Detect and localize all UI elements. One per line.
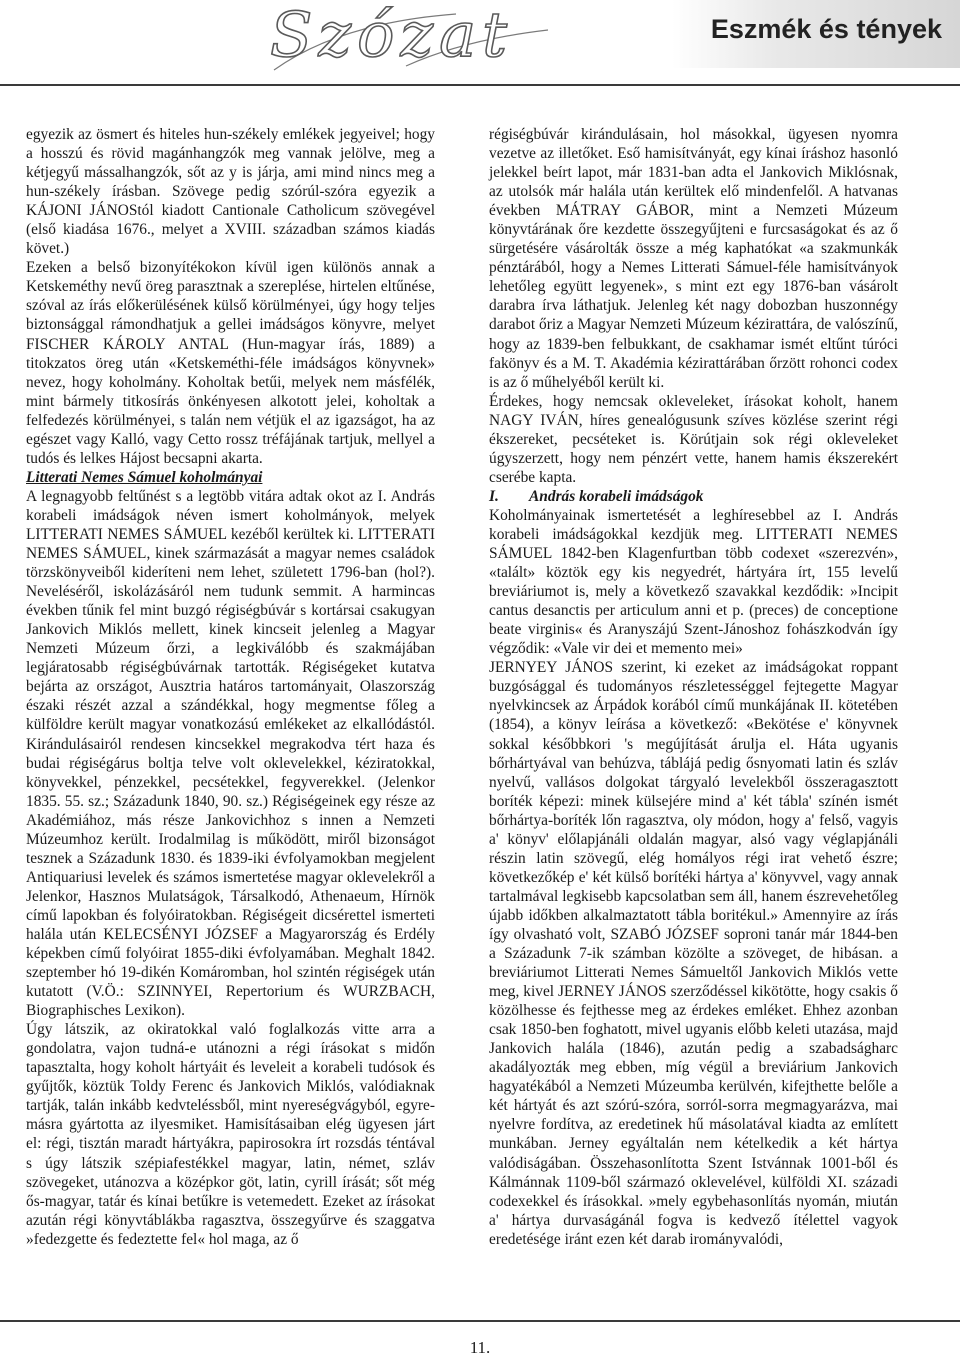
- section-title: Eszmék és tények: [710, 14, 942, 44]
- szozat-logo-mark: [256, 0, 556, 78]
- paragraph: Úgy látszik, az okiratokkal való foglalkozás vitte arra a gondolatra, vajon tudná-e utánozni a régi írásokat s midőn tapasztalta, hogy koholt hártyáit és leveleit a korabeli tudósok és gyűjtők, köztük Toldy Ferenc és Jankovich Miklós, valódiaknak tartják, talán inkább kedvteléssből, mint nyereségvágyból, egyre-másra gyártotta az ilyesmiket. Hamisításaiban elég ügyesen járt el: régi, tisztán maradt hártyákra, papirosokra írt rozsdás téntával s úgy látszik szépiafestékkel magyar, latin, német, szláv szövegeket, utánozva a középkor göt, latin, cyrill írását; sőt még ős-magyar, tatár és kínai betűkre is vetemedett. Ezeket az írásokat azután régi könyvtáblákba ragasztva, összegyűrve és szaggatva »fedezgette és fedeztette fel« hol maga, az ő: [26, 1021, 435, 1248]
- paragraph: Koholmányainak ismertetését a leghíresebbel az I. András korabeli imádságokkal kezdjük meg. LITTERATI NEMES SÁMUEL 1842-ben Klagenfurtban több codexet «szerezvén», «talált» köztök egy kis negyedrét, hártyára írt, 155 levelű breviáriumot is, mely a következő szavakkal kezdődik: »Incipit cantus desanctis per articulum anni et p. (preces) de conceptione beate virginis« és Aranyszájú Szent-Jánoshoz fohászkodván így végződik: «Vale vir dei et memento mei»: [489, 506, 898, 658]
- section-heading: I. András korabeli imádságok: [489, 487, 704, 505]
- szozat-logo: [256, 0, 556, 78]
- paragraph: egyezik az ösmert és hiteles hun-székely emlékek jegyeivel; hogy a hosszú és rövid magánhangzók meg vannak jelölve, meg a kétjegyű mássalhangzók, sőt az y is járja, ami mind nincs meg a hun-székely írásban. Szövege pedig szórúl-szóra egyezik a KÁJONI JÁNOStól kiadott Cantionale Catholicum szövegével (első kiadása 1676., melyet a XVIII. században számos kiadás követ.): [26, 126, 435, 258]
- header-rule: [0, 84, 960, 86]
- left-column: [26, 125, 435, 1249]
- section-banner: [672, 0, 960, 68]
- paragraph: Érdekes, hogy nemcsak okleveleket, írásokat koholt, hanem NAGY IVÁN, híres genealógusunk szíves közlése szerint régi ékszereket, pecséteket is. Körútjain sok régi okleveleket úgyszerzett, hogy nem pénzért vette, hanem hamis ékszerekért cserébe kapta.: [489, 392, 898, 486]
- page-number: 11.: [469, 1338, 491, 1357]
- paragraph: JERNYEY JÁNOS szerint, ki ezeket az imádságokat roppant buzgósággal és tudományos részletességgel fejtegette Magyar nyelvkincsek az Árpádok korából című munkájának II. kötetében (1854), a könyv leírása a következő: «Bekötése e' könyvnek sokkal későbbkori 's megújítását árulja el. Háta ugyanis bőrhártyával van behúzva, táblájá pedig ősnyomati latin és szláv nyelvű, vallásos dolgokat tárgyaló levelekből összeragasztott boríték képezi: minek külsejére mind a' két tábla' színén ismét bőrhártya-boríték lőn ragasztva, oly módon, hogy a' felső, vagyis a' könyv' előlapjánáli oldalán magyar, alsó vagy véglapjánáli részin latin szövegű, elég homályos régi irat vehető észre; következőkép e' két külső borítéki hártya a' könyvvel, vagy annak tartalmával legkisebb kapcsolatban sem áll, hanem észrevehetőleg újabb időkben alkalmaztatott tábla boritékul.» Amennyire az írás így olvasható volt, SZABÓ JÓZSEF soproni tanár már 1844-ben a Századunk 7-ik számban közölte a szöveget, de hibásan. a breviáriumot Litterati Nemes Sámueltől Jankovich Miklós vette meg, kivel JERNEY JÁNOS szerződéssel kikötötte, hogy csakis ő közölhesse és fejthesse meg az érdekes emléket. Ehhez azonban csak 1850-ben foghatott, mivel ugyanis előbb keleti utazása, majd Jankovich halála (1846), azután pedig a szabadságharc akadályozták meg ebben, míg végül a breviárium Jankovich hagyatékából a Nemzeti Múzeumba kerülvén, kifejthette belőle a két hártyát és azt szórú-szóra, sorról-sorra megmagyarázva, mai nyelvre fordítva, az eredetinek hű másolatával kiadta az említett munkában. Jerney egyáltalán nem kételkedik a két hártya valódiságában. Összehasonlította Szent Istvánnak 1001-ből és Kálmánnak 1109-ből származó oklevelével, külföldi XI. századi codexekkel és írásokkal. »mely egybehasonlítás nyomán, miután a' hártya durvaságánál fogva is kedvező ítélettel vagyok eredetésége iránt ezen két darab irományvalódi,: [489, 659, 898, 1248]
- footer-rule: [0, 1320, 960, 1322]
- section-heading: Litterati Nemes Sámuel koholmányai: [26, 468, 263, 486]
- logo-text: Szózat: [270, 0, 514, 71]
- paragraph: régiségbúvár kirándulásain, hol másokkal, ügyesen nyomra vezetve az illetőket. Eső hamisítványát, egy kínai íráshoz hasonló jelekkel beírt lapot, már 1831-ban adta el Jankovich Miklósnak, az utolsók már halála után kerültek elő mindenfelől. A hatvanas években MÁTRAY GÁBOR, mint a Nemzeti Múzeum könyvtárának őre kezdette összegyűjteni e furcsaságokat és az ő sürgetésére vásárolták össze a még kaphatókat «a szakmunkák pénztárából, hogy a Nemes Litterati Sámuel-féle hamisítványok lehetőleg együtt legyenek», s mint ezt egy 1876-ban vásárolt darabra írva láthatjuk. Jelenleg két nagy dobozban huszonnégy darabot őriz a Magyar Nemzeti Múzeum kézirattára, de valószínű, hogy az 1839-ben felbukkant, de csakhamar ismét eltűnt túróci fakönyv és a M. T. Akadémia kézirattárában őrzött rohonci codex is az ő műhelyéből került ki.: [489, 126, 898, 391]
- right-column: [489, 125, 898, 1249]
- paragraph: Ezeken a belső bizonyítékokon kívül igen különös annak a Ketskeméthy nevű öreg parasztnak a szereplése, hirtelen eltűnése, szóval az írás előkerülésének külső körülményei, úgy hogy teljes biztonsággal rámondhatjuk a gellei imádságos könyvre, melyet FISCHER KÁROLY ANTAL (Hun-magyar írás, 1889) a titokzatos öreg után «Ketskeméthi-féle imádságos könyvnek» nevez, hogy koholmány. Koholtak betűi, melyek nem másfélék, mint bármely titkosírás önkényesen alkotott jelei, koholtak a felfedezés körülményei, s talán nem vétjük el az igazságot, ha az egészet vagy Kalló, vagy Cetto rossz tréfájának tartjuk, mellyel a tudós és lelkes Hájost becsapni akarta.: [26, 259, 435, 467]
- paragraph: A legnagyobb feltűnést s a legtöbb vitára adtak okot az I. András korabeli imádságok néven ismert koholmányok, melyek LITTERATI NEMES SÁMUEL kezéből kerültek ki. LITTERATI NEMES SÁMUEL, kinek származását a magyar nemes családok törzskönyveiből kideríteni nem lehet, született 1796-ban (hol?). Neveléséről, iskolázásáról nem tudunk semmit. A harmincas években tűnik fel mint buzgó régiségbúvár s kortársai csakugyan Jankovich Miklós mellett, kinek kincseit jelenleg a Magyar Nemzeti Múzeum őrzi, a legkiválóbb és szakmájában legjáratosabb régiségbúvárnak tartották. Régiségeket kutatva bejárta az országot, Ausztria határos tartományait, Olaszország északi részét azzal a szándékkal, hogy megmentse főleg a külföldre került magyar vonatkozású emlékeket az elkallódástól. Kirándulásairól rendesen kincsekkel megrakodva tért haza és budai régiségárus boltja telve volt oklevelekkel, kéziratokkal, könyvekkel, pénzekkel, pecsétekkel, fegyverekkel. (Jelenkor 1835. 55. sz.; Századunk 1840, 90. sz.) Régiségeinek egy része az Akadémiához, más része Jankovichhoz s innen a Nemzeti Múzeumhoz került. Irodalmilag is működött, miről bizonságot tesznek a Századunk 1830. és 1839-iki évfolyamokban megjelent Antiquariusi levelek és számos ismertetése magyar oklevelekről a Jelenkor, Hasznos Mulatságok, Társalkodó, Athenaeum, Hírnök című lapokban és folyóiratokban. Régiségeit dicsérettel ismerteti halála után KELECSÉNYI JÓZSEF a Magyarország és Erdély képekben című folyóirat 1855-diki évfolyamában. Meghalt 1842. szeptember hó 19-dikén Komáromban, hol szintén régiségek után kutatott (V.Ö.: SZINNYEI, Repertorium és WURZBACH, Biographisches Lexikon).: [26, 487, 435, 1020]
